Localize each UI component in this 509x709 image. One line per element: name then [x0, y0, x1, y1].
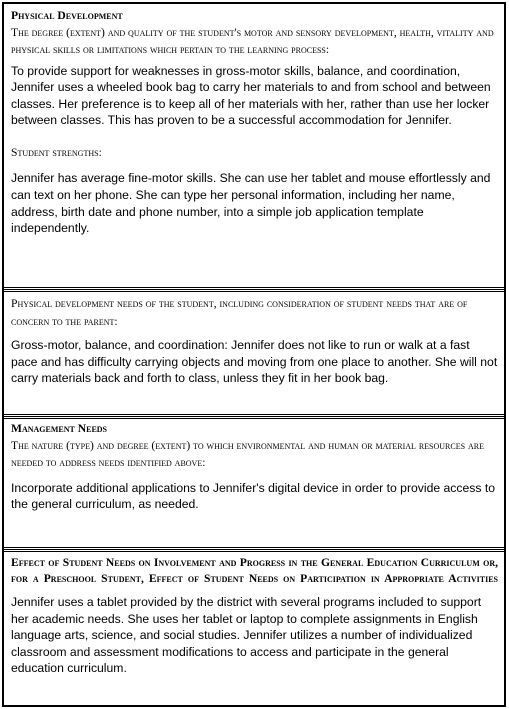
management-needs-title: Management Needs [11, 422, 108, 435]
physical-needs-title: Physical development needs of the student, including consideration of student needs that are of concern to the parent: [11, 297, 468, 328]
management-needs-description: The nature (type) and degree (extent) to which environmental and human or material resources are needed to address needs identified above: [11, 438, 484, 469]
management-needs-body: Incorporate additional applications to Jennifer's digital device in order to provide access to the general curriculum, as needed. [11, 480, 496, 512]
physical-development-description: The degree (extent) and quality of the student's motor and sensory development, health, vitality and physical skills or limitations which pertain to the learning process: [11, 25, 494, 56]
student-strengths-label: Student strengths: [11, 145, 102, 159]
physical-development-section [4, 4, 504, 287]
physical-development-body: To provide support for weaknesses in gross-motor skills, balance, and coordination, Jennifer uses a wheeled book bag to carry her materials to and from school and between classes. Her preference is to keep all of her materials with her, rather than use her locker between classes. This has proven to be a successful accommodation for Jennifer. [11, 63, 491, 128]
physical-needs-body: Gross-motor, balance, and coordination: Jennifer does not like to run or walk at a fast pace and has difficulty carrying objects and moving from one place to another. She will not carry materials back and forth to class, unless they fit in her book bag. [11, 338, 498, 386]
section-divider [4, 547, 504, 548]
effect-section [4, 549, 504, 705]
physical-needs-section [4, 289, 504, 414]
management-needs-section [4, 416, 504, 547]
present-levels-form [2, 2, 506, 707]
effect-body: Jennifer uses a tablet provided by the district with several programs included to support her academic needs. She uses her tablet or laptop to complete assignments in English language arts, science, and social studies. Jennifer utilizes a number of individualized classroom and assessment modifications to access and participate in the general education curriculum. [11, 595, 482, 676]
section-divider [4, 414, 504, 415]
physical-development-title: Physical Development [11, 9, 123, 22]
student-strengths-body: Jennifer has average fine-motor skills. She can use her tablet and mouse effortlessly and can text on her phone. She can type her personal information, including her name, address, birth date and phone number, into a simple job application template independently. [11, 171, 491, 236]
effect-title: Effect of Student Needs on Involvement and Progress in the General Education Curriculum or, for a Preschool Student, Effect of Student Needs on Participation in Appropriate Activities [11, 556, 498, 585]
section-divider [4, 287, 504, 288]
